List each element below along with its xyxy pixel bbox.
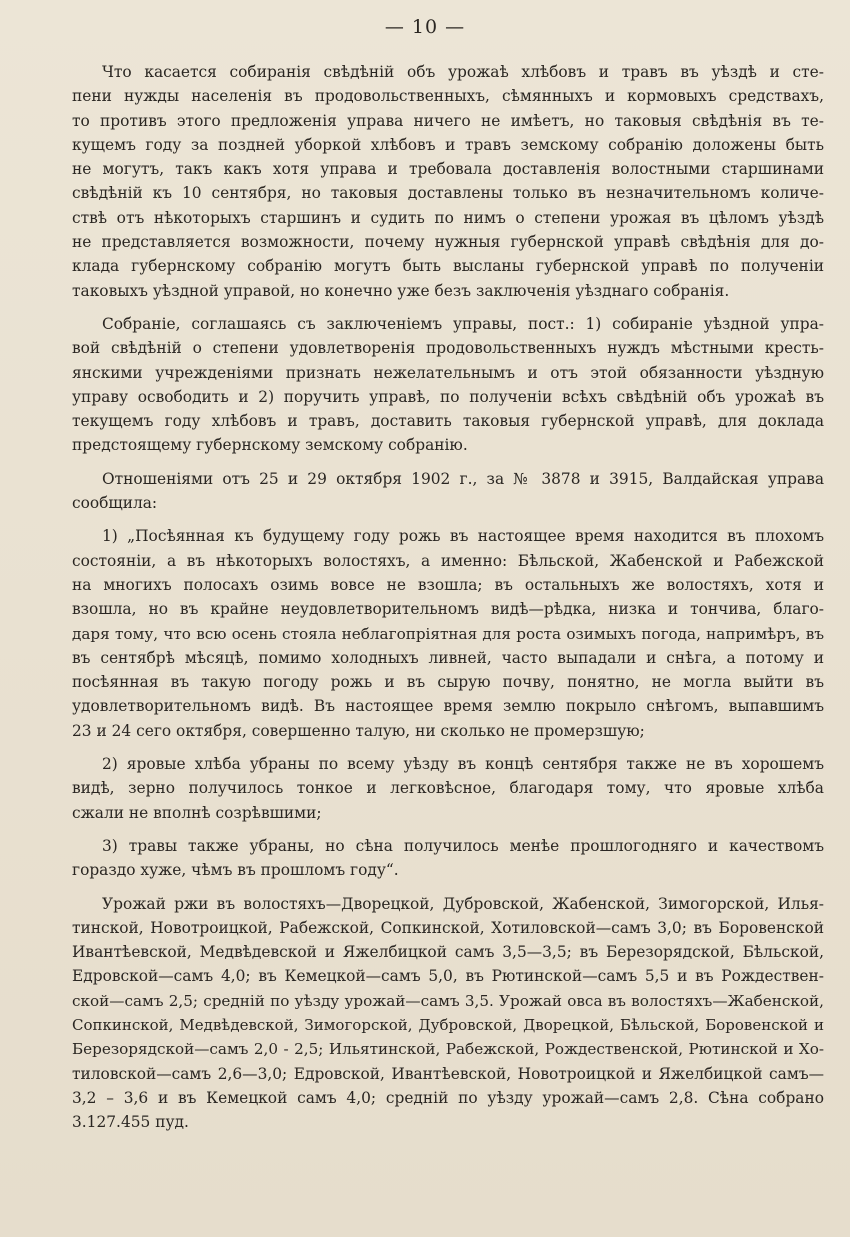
text-line: Березорядской—самъ 2,0 - 2,5; Ильятинской, Рабежской, Рождественской, Рютинской и Хо-: [72, 1040, 824, 1059]
text-line: сжали не вполнѣ созрѣвшими;: [72, 803, 322, 822]
paragraph: [72, 892, 824, 1135]
text-line: то противъ этого предложенія управа ничего не имѣетъ, но таковыя свѣдѣнія въ те-: [72, 111, 824, 130]
text-line: посѣянная въ такую погоду рожь и въ сырую почву, понятно, не могла выйти въ: [72, 673, 824, 692]
text-line: 3) травы также убраны, но сѣна получилось менѣе прошлогодняго и качествомъ: [102, 836, 824, 855]
text-line: управу освободить и 2) поручить управѣ, по полученіи всѣхъ свѣдѣній объ урожаѣ въ: [72, 387, 824, 406]
text-line: Сопкинской, Медвѣдевской, Зимогорской, Дубровской, Дворецкой, Бѣльской, Боровенской и: [72, 1015, 824, 1034]
text-line: тинской, Новотроицкой, Рабежской, Сопкинской, Хотиловской—самъ 3,0; въ Боровенской: [72, 918, 824, 937]
paragraph: [72, 752, 824, 825]
text-line: свѣдѣній къ 10 сентября, но таковыя доставлены только въ незначительномъ количе-: [72, 184, 824, 203]
text-line: сообщила:: [72, 494, 158, 513]
paragraph: [72, 312, 824, 458]
text-line: взошла, но въ крайне неудовлетворительномъ видѣ—рѣдка, низка и тончива, благо-: [72, 600, 824, 619]
text-line: тиловской—самъ 2,6—3,0; Едровской, Ивантѣевской, Новотроицкой и Яжелбицкой самъ—: [72, 1064, 824, 1083]
text-line: 3,2 – 3,6 и въ Кемецкой самъ 4,0; средній по уѣзду урожай—самъ 2,8. Сѣна собрано: [72, 1088, 824, 1107]
paragraph: [72, 60, 824, 303]
text-line: Собраніе, соглашаясь съ заключеніемъ управы, пост.: 1) собираніе уѣздной упра-: [102, 314, 824, 333]
text-line: состояніи, а въ нѣкоторыхъ волостяхъ, а именно: Бѣльской, Жабенской и Рабежской: [72, 551, 824, 570]
text-line: Ивантѣевской, Медвѣдевской и Яжелбицкой самъ 3,5—3,5; въ Березорядской, Бѣльской,: [72, 943, 824, 962]
text-line: гораздо хуже, чѣмъ въ прошломъ году“.: [72, 861, 399, 880]
text-line: ской—самъ 2,5; средній по уѣзду урожай—самъ 3,5. Урожай овса въ волостяхъ—Жабенской,: [72, 991, 824, 1010]
text-line: таковыхъ уѣздной управой, но конечно уже безъ заключенія уѣзднаго собранія.: [72, 281, 730, 300]
text-line: на многихъ полосахъ озимь вовсе не взошла; въ остальныхъ же волостяхъ, хотя и: [72, 575, 824, 594]
text-line: предстоящему губернскому земскому собранію.: [72, 436, 468, 455]
text-line: удовлетворительномъ видѣ. Въ настоящее время землю покрыло снѣгомъ, выпавшимъ: [72, 697, 824, 716]
text-line: 23 и 24 сего октября, совершенно талую, ни сколько не промерзшую;: [72, 721, 645, 740]
text-line: видѣ, зерно получилось тонкое и легковѣсное, благодаря тому, что яровые хлѣба: [72, 779, 824, 798]
text-line: даря тому, что всю осень стояла неблагопріятная для роста озимыхъ погода, напримѣръ, въ: [72, 624, 824, 643]
text-line: въ сентябрѣ мѣсяцѣ, помимо холодныхъ ливней, часто выпадали и снѣга, а потому и: [72, 648, 824, 667]
text-line: Едровской—самъ 4,0; въ Кемецкой—самъ 5,0, въ Рютинской—самъ 5,5 и въ Рождествен-: [72, 967, 824, 986]
paragraph: [72, 834, 824, 883]
page-number: — 10 —: [384, 16, 466, 38]
text-line: Урожай ржи въ волостяхъ—Дворецкой, Дубровской, Жабенской, Зимогорской, Илья-: [102, 894, 824, 913]
text-line: 2) яровые хлѣба убраны по всему уѣзду въ концѣ сентября также не въ хорошемъ: [102, 755, 824, 774]
text-line: 1) „Посѣянная къ будущему году рожь въ настоящее время находится въ плохомъ: [102, 527, 824, 546]
text-line: Отношеніями отъ 25 и 29 октября 1902 г., за № 3878 и 3915, Валдайская управа: [102, 469, 824, 488]
text-line: пени нужды населенія въ продовольственныхъ, сѣмянныхъ и кормовыхъ средствахъ,: [72, 87, 824, 106]
paragraph: [72, 467, 824, 516]
text-line: клада губернскому собранію могутъ быть высланы губернской управѣ по полученіи: [72, 257, 824, 276]
text-line: не представляется возможности, почему нужныя губернской управѣ свѣдѣнія для до-: [72, 233, 824, 252]
text-line: янскими учрежденіями признать нежелательнымъ и отъ этой обязанности уѣздную: [72, 363, 824, 382]
text-line: Что касается собиранія свѣдѣній объ урожаѣ хлѣбовъ и травъ въ уѣздѣ и сте-: [102, 63, 824, 81]
text-line: текущемъ году хлѣбовъ и травъ, доставить таковыя губернской управѣ, для доклада: [72, 412, 824, 431]
text-line: не могутъ, такъ какъ хотя управа и требовала доставленія волостными старшинами: [72, 160, 824, 179]
paragraph: [72, 524, 824, 743]
text-line: вой свѣдѣній о степени удовлетворенія продовольственныхъ нуждъ мѣстными кресть-: [72, 339, 824, 358]
text-line: 3.127.455 пуд.: [72, 1113, 189, 1132]
document-body: [72, 60, 824, 1143]
text-line: кущемъ году за поздней уборкой хлѣбовъ и травъ земскому собранію доложены быть: [72, 135, 824, 154]
text-line: ствѣ отъ нѣкоторыхъ старшинъ и судить по нимъ о степени урожая въ цѣломъ уѣздѣ: [72, 208, 824, 227]
